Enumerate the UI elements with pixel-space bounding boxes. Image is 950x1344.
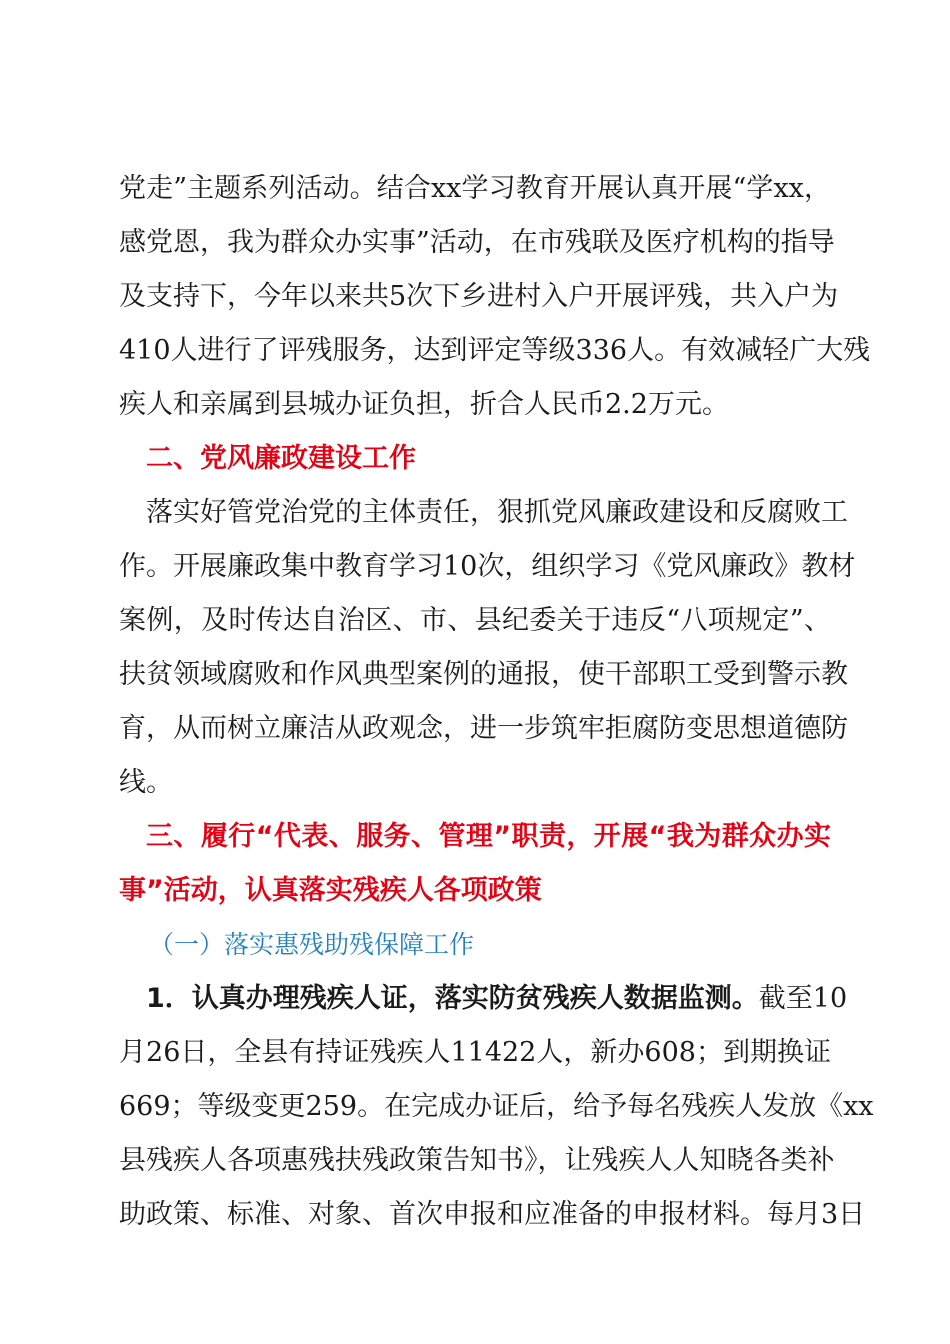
paragraph-line: 669；等级变更259。在完成办证后，给予每名残疾人发放《xx [119, 1091, 874, 1122]
paragraph-line: 410人进行了评残服务，达到评定等级336人。有效减轻广大残 [119, 335, 871, 366]
section-heading-continued: 事”活动，认真落实残疾人各项政策 [119, 875, 542, 906]
section-heading: 二、党风廉政建设工作 [146, 443, 416, 474]
item-first-line [119, 972, 848, 1026]
paragraph-line: 及支持下，今年以来共5次下乡进村入户开展评残，共入户为 [119, 281, 839, 312]
paragraph-line: 案例，及时传达自治区、市、县纪委关于违反“八项规定”、 [119, 605, 831, 636]
paragraph-line: 线。 [119, 767, 173, 798]
paragraph-line: 县残疾人各项惠残扶残政策告知书》，让残疾人人知晓各类补 [119, 1145, 835, 1176]
item-text: 截至10 [758, 983, 848, 1014]
subsection-heading: （一）落实惠残助残保障工作 [149, 930, 475, 959]
document-body [119, 162, 874, 1242]
paragraph-line: 育，从而树立廉洁从政观念，进一步筑牢拒腐防变思想道德防 [119, 713, 848, 744]
section-heading: 三、履行“代表、服务、管理”职责，开展“我为群众办实 [146, 821, 831, 852]
paragraph-line: 疾人和亲属到县城办证负担，折合人民币2.2万元。 [119, 389, 729, 420]
paragraph-line: 助政策、标准、对象、首次申报和应准备的申报材料。每月3日 [119, 1199, 866, 1230]
paragraph-line: 党走”主题系列活动。结合xx学习教育开展认真开展“学xx， [119, 173, 831, 204]
paragraph-line: 作。开展廉政集中教育学习10次，组织学习《党风廉政》教材 [119, 551, 856, 582]
paragraph-line: 月26日，全县有持证残疾人11422人，新办608；到期换证 [119, 1037, 831, 1068]
paragraph-line: 落实好管党治党的主体责任，狠抓党风廉政建设和反腐败工 [146, 497, 848, 528]
item-bold-title: 1．认真办理残疾人证，落实防贫残疾人数据监测。 [146, 983, 759, 1014]
paragraph-line: 扶贫领域腐败和作风典型案例的通报，使干部职工受到警示教 [119, 659, 848, 690]
paragraph-line: 感党恩，我为群众办实事”活动，在市残联及医疗机构的指导 [119, 227, 835, 258]
